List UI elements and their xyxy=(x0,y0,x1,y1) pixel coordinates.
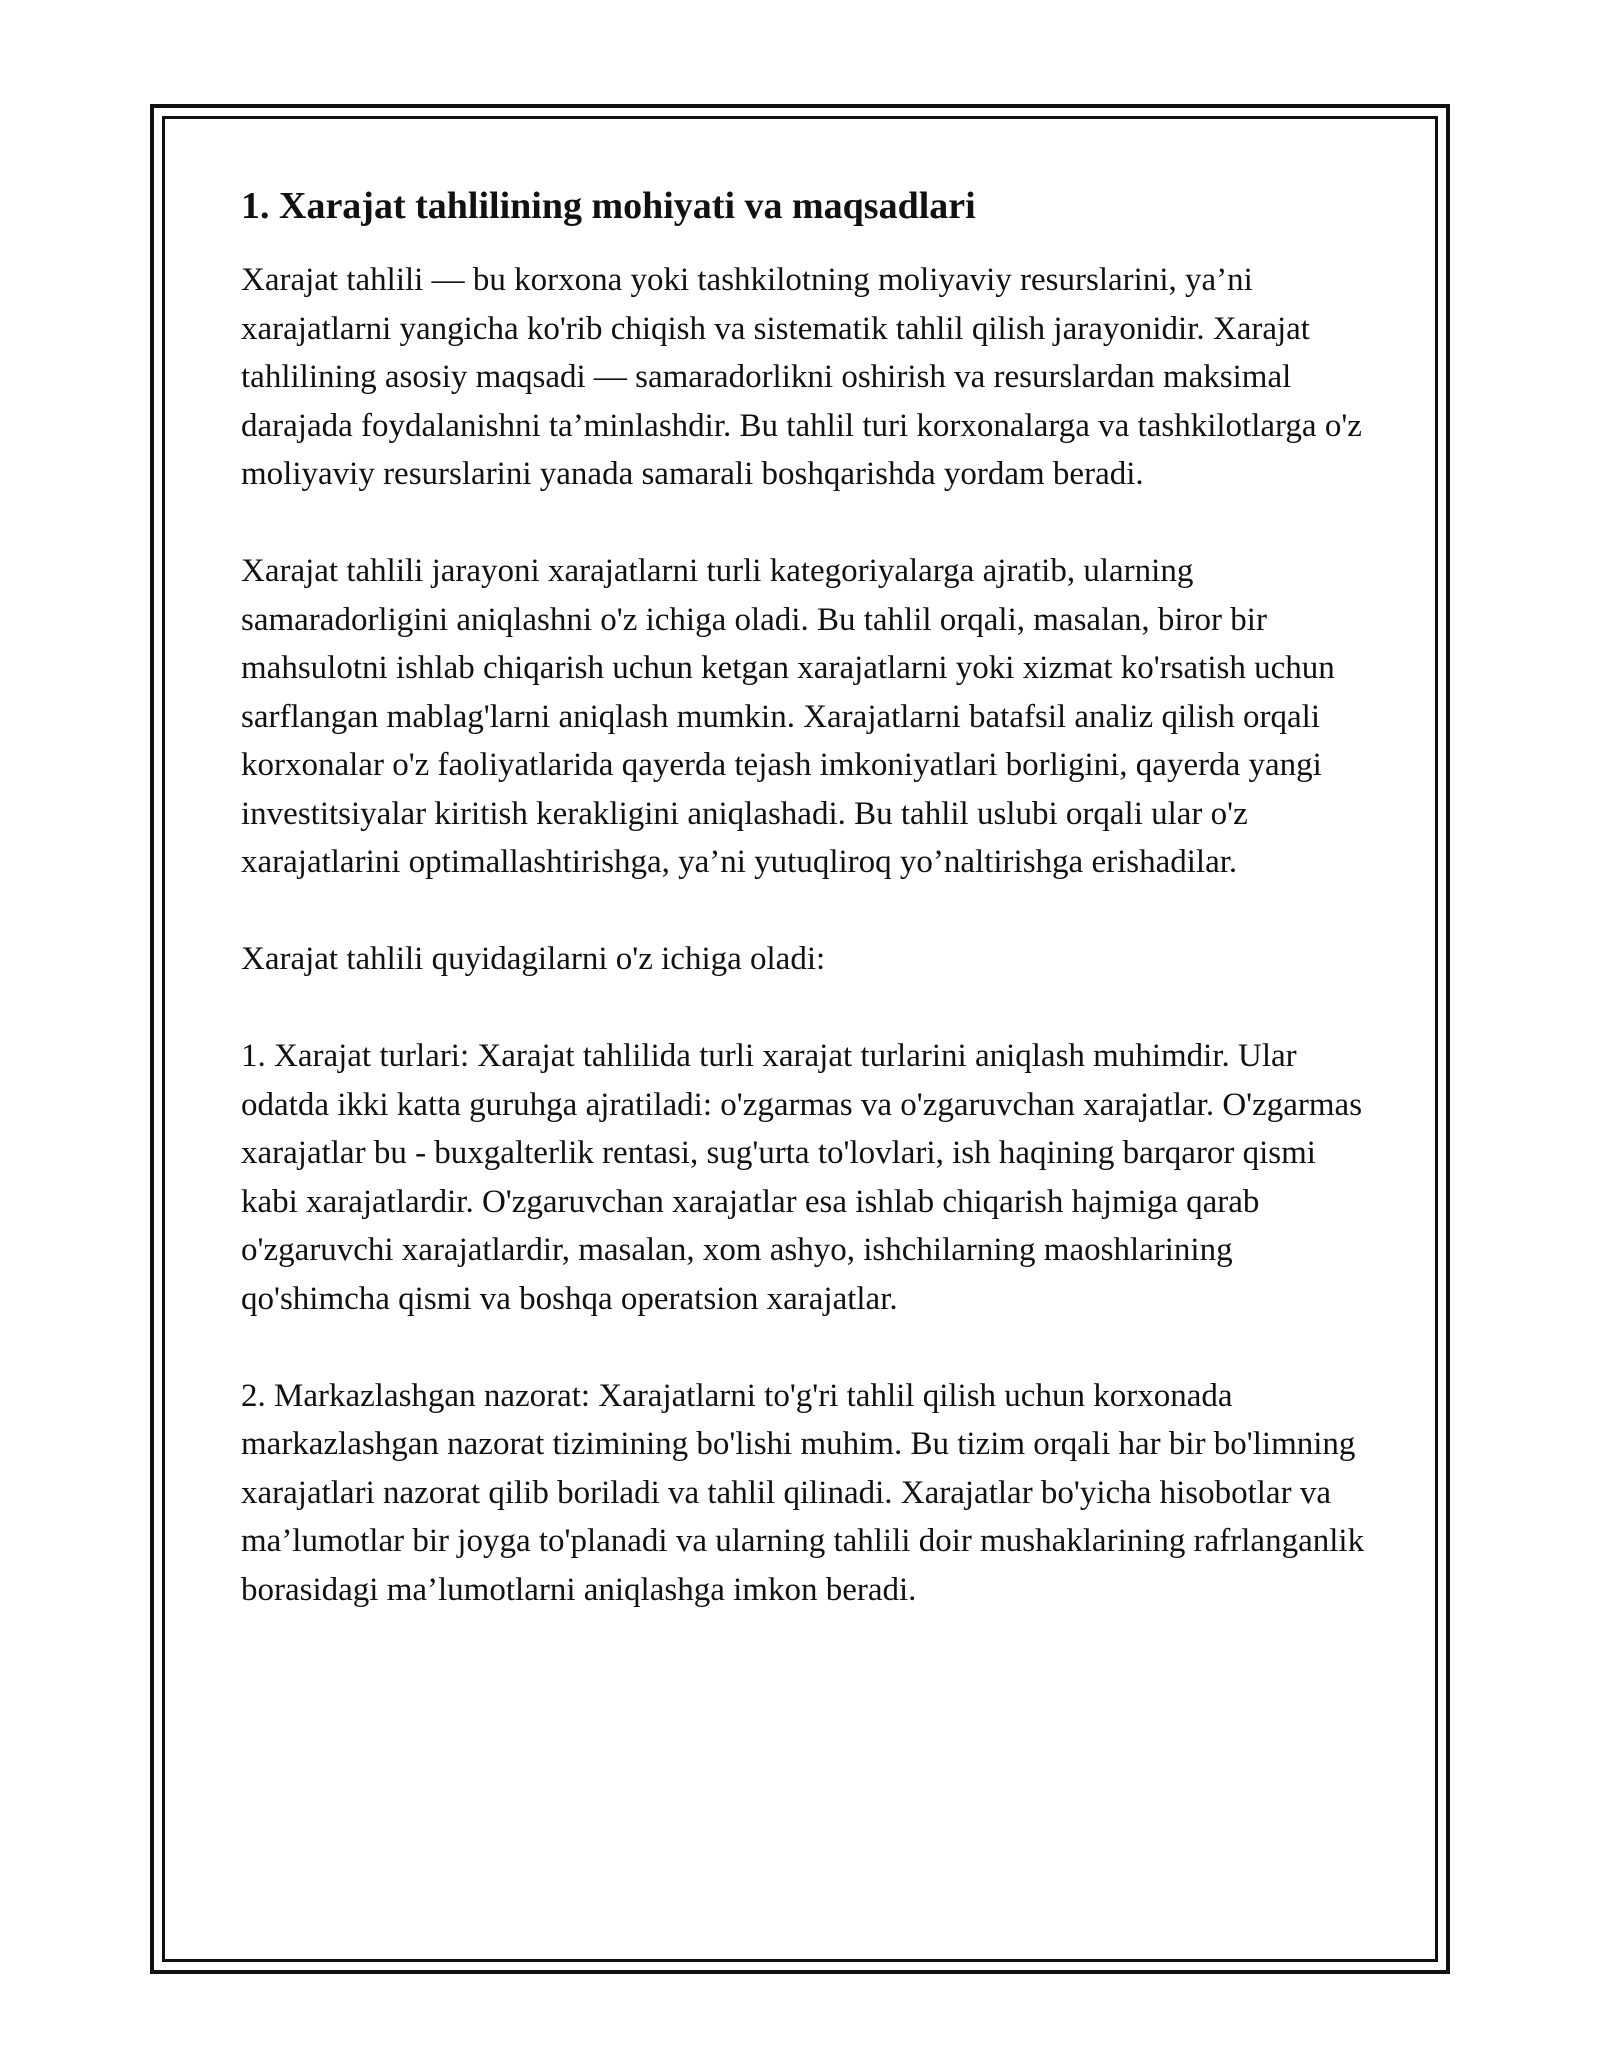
document-body xyxy=(241,182,1366,1663)
paragraph-list-intro: Xarajat tahlili quyidagilarni o'z ichiga oladi: xyxy=(241,941,826,977)
paragraph-process: Xarajat tahlili jarayoni xarajatlarni turli kategoriyalarga ajratib, ularning samaradorligini aniqlashni o'z ichiga oladi. Bu tahlil orqali, masalan, biror bir mahsulotni ishlab chiqarish uchun ketgan xarajatlarni yoki xizmat ko'rsatish uchun sarflangan mablag'larni aniqlash mumkin. Xarajatlarni batafsil analiz qilish orqali korxonalar o'z faoliyatlarida qayerda tejash imkoniyatlari borligini, qayerda yangi investitsiyalar kiritish kerakligini aniqlashadi. Bu tahlil uslubi orqali ular o'z xarajatlarini optimallashtirishga, ya’ni yutuqliroq yo’naltirishga erishadilar. xyxy=(241,553,1335,880)
section-heading: 1. Xarajat tahlilining mohiyati va maqsadlari xyxy=(241,185,976,227)
list-item-centralized-control: 2. Markazlashgan nazorat: Xarajatlarni to'g'ri tahlil qilish uchun korxonada markazlashgan nazorat tizimining bo'lishi muhim. Bu tizim orqali har bir bo'limning xarajatlari nazorat qilib boriladi va tahlil qilinadi. Xarajatlar bo'yicha hisobotlar va ma’lumotlar bir joyga to'planadi va ularning tahlili doir mushaklarining rafrlanganlik borasidagi ma’lumotlarni aniqlashga imkon beradi. xyxy=(241,1377,1365,1608)
list-item-cost-types: 1. Xarajat turlari: Xarajat tahlilida turli xarajat turlarini aniqlash muhimdir. Ular odatda ikki katta guruhga ajratiladi: o'zgarmas va o'zgaruvchan xarajatlar. O'zgarmas xarajatlar bu - buxgalterlik rentasi, sug'urta to'lovlari, ish haqining barqaror qismi kabi xarajatlardir. O'zgaruvchan xarajatlar esa ishlab chiqarish hajmiga qarab o'zgaruvchi xarajatlardir, masalan, xom ashyo, ishchilarning maoshlarining qo'shimcha qismi va boshqa operatsion xarajatlar. xyxy=(241,1038,1363,1317)
paragraph-intro: Xarajat tahlili — bu korxona yoki tashkilotning moliyaviy resurslarini, ya’ni xarajatlarni yangicha ko'rib chiqish va sistematik tahlil qilish jarayonidir. Xarajat tahlilining asosiy maqsadi — samaradorlikni oshirish va resurslardan maksimal darajada foydalanishni ta’minlashdir. Bu tahlil turi korxonalarga va tashkilotlarga o'z moliyaviy resurslarini yanada samarali boshqarishda yordam beradi. xyxy=(241,262,1362,492)
page-border-outer xyxy=(150,104,1450,1974)
